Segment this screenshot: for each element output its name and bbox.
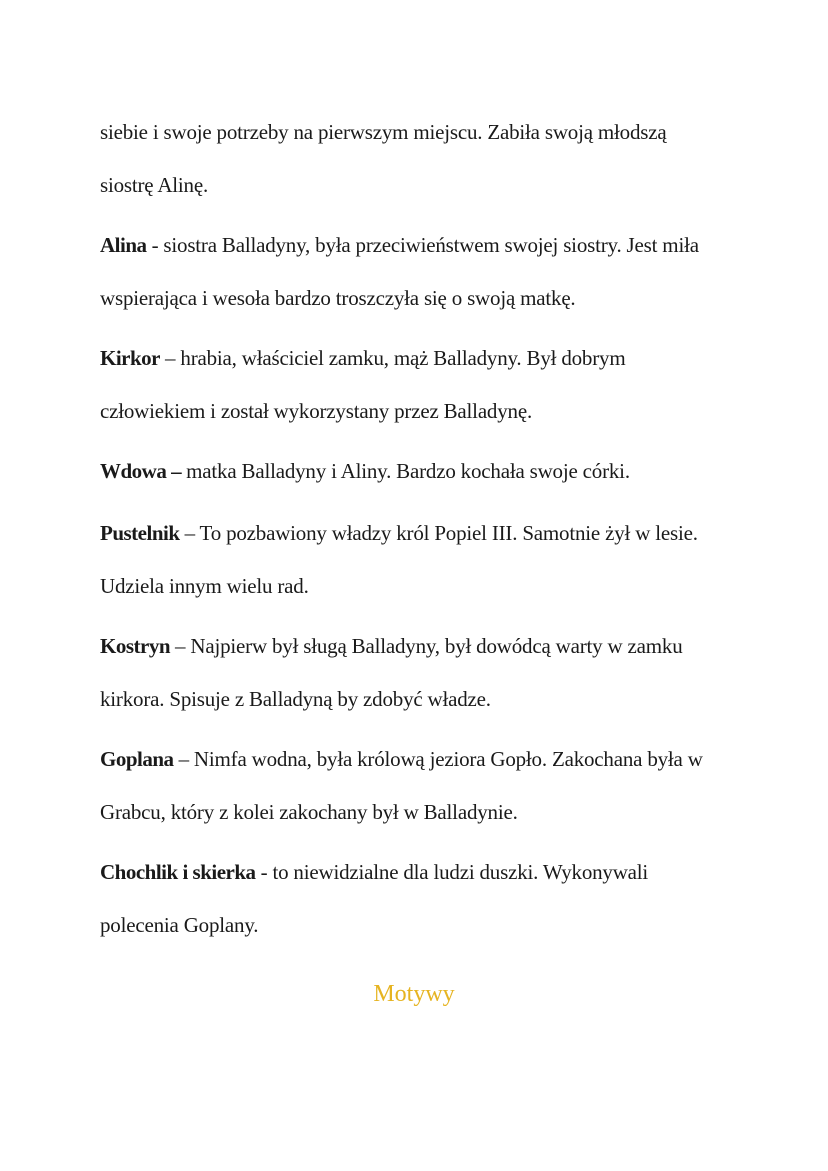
character-entry-kostryn: [100, 632, 683, 660]
character-name: Wdowa –: [100, 459, 182, 483]
paragraph-line: [100, 397, 532, 425]
character-description: – Nimfa wodna, była królową jeziora Gopło. Zakochana była w: [173, 747, 703, 771]
paragraph-line: [100, 798, 518, 826]
section-heading: Motywy: [373, 981, 455, 1007]
character-entry-chochlik: [100, 858, 648, 886]
character-entry-goplana: [100, 745, 703, 773]
character-entry-kirkor: [100, 344, 625, 372]
character-name: Goplana: [100, 747, 174, 771]
text: kirkora. Spisuje z Balladyną by zdobyć władze.: [100, 687, 491, 711]
character-name: Kostryn: [100, 634, 170, 658]
text: polecenia Goplany.: [100, 913, 259, 937]
character-name: Chochlik i skierka: [100, 860, 256, 884]
character-name: Pustelnik: [100, 521, 180, 545]
character-entry-alina: [100, 231, 699, 259]
text: wspierająca i wesoła bardzo troszczyła się o swoją matkę.: [100, 286, 576, 310]
paragraph-line: [100, 572, 309, 600]
character-description: - siostra Balladyny, była przeciwieństwem swojej siostry. Jest miła: [146, 233, 699, 257]
text: Udziela innym wielu rad.: [100, 574, 309, 598]
character-description: matka Balladyny i Aliny. Bardzo kochała swoje córki.: [181, 459, 630, 483]
text: człowiekiem i został wykorzystany przez Balladynę.: [100, 399, 533, 423]
character-description: – Najpierw był sługą Balladyny, był dowódcą warty w zamku: [170, 634, 683, 658]
character-name: Kirkor: [100, 346, 160, 370]
text: siebie i swoje potrzeby na pierwszym miejscu. Zabiła swoją młodszą: [100, 120, 667, 144]
character-entry-wdowa: [100, 457, 630, 485]
character-name: Alina: [100, 233, 147, 257]
paragraph-line: [100, 284, 576, 312]
paragraph-line: [100, 911, 258, 939]
paragraph-line: [100, 118, 666, 146]
paragraph-line: [100, 171, 208, 199]
character-description: – hrabia, właściciel zamku, mąż Balladyny. Był dobrym: [160, 346, 626, 370]
character-entry-pustelnik: [100, 519, 698, 547]
character-description: - to niewidzialne dla ludzi duszki. Wykonywali: [255, 860, 649, 884]
text: Grabcu, który z kolei zakochany był w Balladynie.: [100, 800, 518, 824]
text: siostrę Alinę.: [100, 173, 209, 197]
paragraph-line: [100, 685, 491, 713]
character-description: – To pozbawiony władzy król Popiel III. Samotnie żył w lesie.: [179, 521, 698, 545]
